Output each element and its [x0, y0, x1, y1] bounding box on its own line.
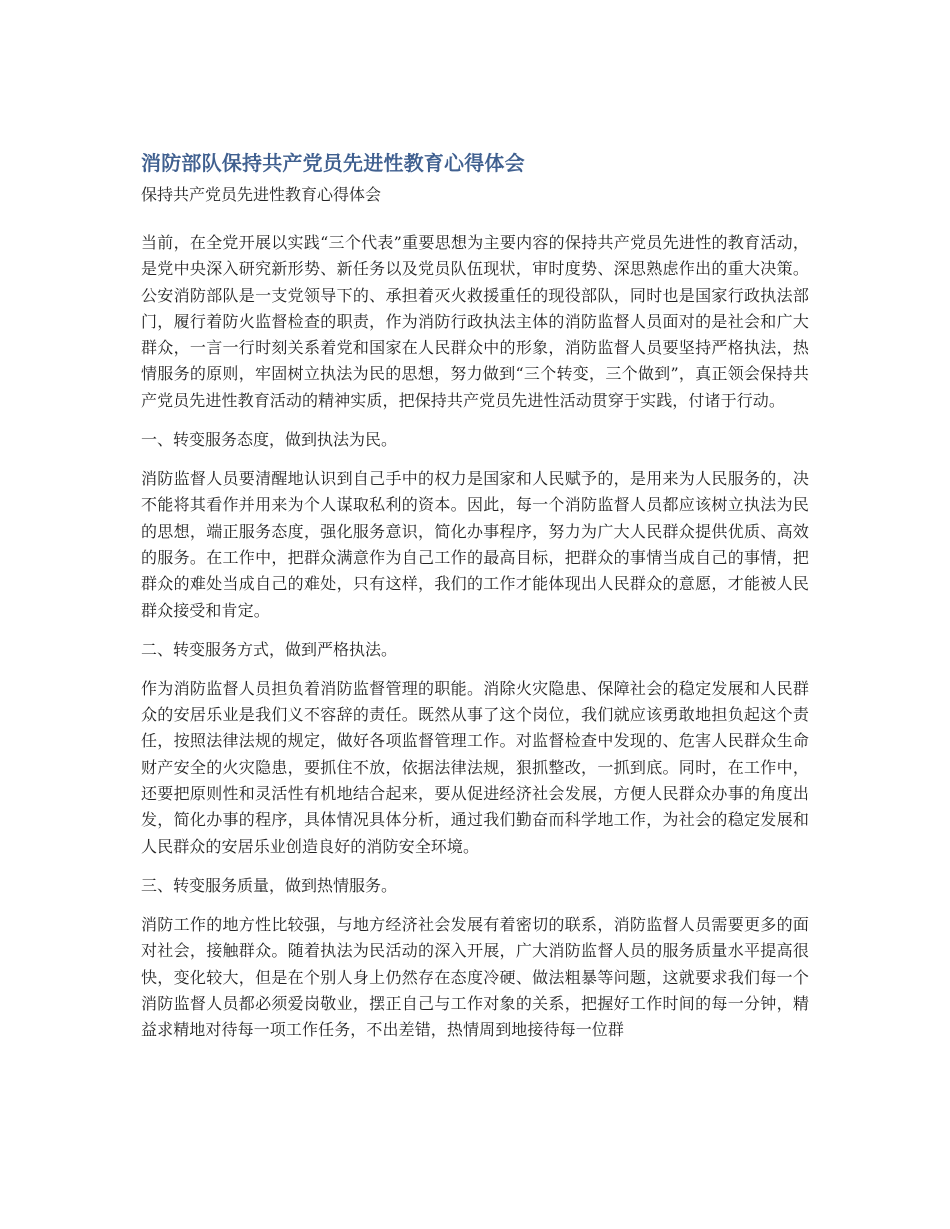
section-body-2: 作为消防监督人员担负着消防监督管理的职能。消除火灾隐患、保障社会的稳定发展和人民群众的安居乐业是我们义不容辞的责任。既然从事了这个岗位，我们就应该勇敢地担负起这个责任，按照法律法规的规定，做好各项监督管理工作。对监督检查中发现的、危害人民群众生命财产安全的火灾隐患，要抓住不放，依据法律法规，狠抓整改，一抓到底。同时，在工作中，还要把原则性和灵活性有机地结合起来，要从促进经济社会发展，方便人民群众办事的角度出发，简化办事的程序，具体情况具体分析，通过我们勤奋而科学地工作，为社会的稳定发展和人民群众的安居乐业创造良好的消防安全环境。	[141, 678, 809, 856]
section-body-1: 消防监督人员要清醒地认识到自己手中的权力是国家和人民赋予的，是用来为人民服务的，决不能将其看作并用来为个人谋取私利的资本。因此，每一个消防监督人员都应该树立执法为民的思想，端正服务态度，强化服务意识，简化办事程序，努力为广大人民群众提供优质、高效的服务。在工作中，把群众满意作为自己工作的最高目标，把群众的事情当成自己的事情，把群众的难处当成自己的难处，只有这样，我们的工作才能体现出人民群众的意愿，才能被人民群众接受和肯定。	[141, 469, 809, 620]
section-heading-3: 三、转变服务质量，做到热情服务。	[141, 875, 398, 895]
document-page	[141, 148, 809, 1056]
document-subtitle: 保持共产党员先进性教育心得体会	[141, 185, 382, 204]
section-body-3: 消防工作的地方性比较强，与地方经济社会发展有着密切的联系，消防监督人员需要更多的面对社会，接触群众。随着执法为民活动的深入开展，广大消防监督人员的服务质量水平提高很快，变化较大，但是在个别人身上仍然存在态度冷硬、做法粗暴等问题，这就要求我们每一个消防监督人员都必须爱岗敬业，摆正自己与工作对象的关系，把握好工作时间的每一分钟，精益求精地对待每一项工作任务，不出差错，热情周到地接待每一位群	[141, 914, 809, 1040]
section-heading-2: 二、转变服务方式，做到严格执法。	[141, 639, 398, 659]
intro-paragraph: 当前，在全党开展以实践“三个代表”重要思想为主要内容的保持共产党员先进性的教育活动，是党中央深入研究新形势、新任务以及党员队伍现状，审时度势、深思熟虑作出的重大决策。公安消防部队是一支党领导下的、承担着灭火救援重任的现役部队，同时也是国家行政执法部门，履行着防火监督检查的职责，作为消防行政执法主体的消防监督人员面对的是社会和广大群众，一言一行时刻关系着党和国家在人民群众中的形象，消防监督人员要坚持严格执法，热情服务的原则，牢固树立执法为民的思想，努力做到“三个转变，三个做到”，真正领会保持共产党员先进性教育活动的精神实质，把保持共产党员先进性活动贯穿于实践，付诸于行动。	[141, 233, 809, 410]
section-heading-1: 一、转变服务态度，做到执法为民。	[141, 430, 398, 450]
document-title: 消防部队保持共产党员先进性教育心得体会	[141, 151, 525, 175]
